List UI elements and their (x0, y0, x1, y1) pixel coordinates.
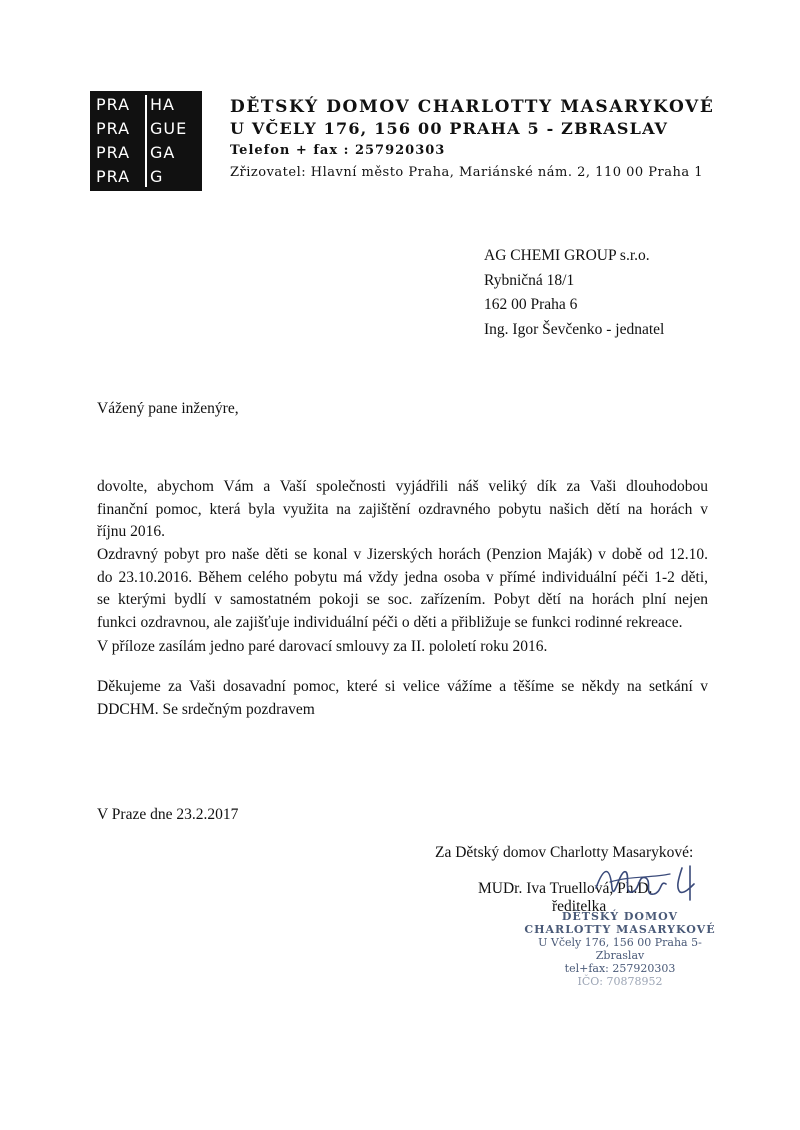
recipient-company: AG CHEMI GROUP s.r.o. (484, 247, 650, 264)
logo-text-left: PRA (96, 167, 131, 186)
letterhead-name: DĚTSKÝ DOMOV CHARLOTTY MASARYKOVÉ (230, 97, 715, 117)
logo-text-left: PRA (96, 119, 131, 138)
official-stamp (520, 910, 720, 988)
recipient-street: Rybničná 18/1 (484, 271, 575, 289)
date-line: V Praze dne 23.2.2017 (97, 806, 239, 823)
paragraph-4 (97, 676, 708, 721)
paragraph-line: Ozdravný pobyt pro naše děti se konal v Jizerských horách (Penzion Maják) v době od 12.10. (97, 546, 708, 563)
letterhead (230, 96, 714, 184)
signoff-name: MUDr. Iva Truellová, Ph.D. (478, 880, 653, 897)
paragraph-3: V příloze zasílám jedno paré darovací smlouvy za II. pololetí roku 2016. (97, 638, 548, 655)
logo-row (90, 143, 202, 167)
logo-text-left: PRA (96, 143, 131, 162)
letterhead-founder: Zřizovatel: Hlavní město Praha, Mariánské nám. 2, 110 00 Praha 1 (230, 165, 704, 180)
stamp-line: tel+fax: 257920303 (564, 962, 676, 975)
paragraph-line: říjnu 2016. (97, 523, 166, 540)
recipient-person: Ing. Igor Ševčenko - jednatel (484, 320, 665, 338)
paragraph-line: funkci ozdravnou, ale zajišťuje individuální péči o děti a přibližuje se funkci rodinné rekreace. (97, 613, 683, 631)
logo-text-left: PRA (96, 95, 131, 114)
stamp-line: DĚTSKÝ DOMOV (561, 910, 679, 923)
paragraph-line: se kterými bydlí v samostatném pokoji se soc. zařízením. Pobyt dětí na horách plní nejen (97, 591, 708, 608)
logo-text-right: G (150, 167, 164, 186)
logo-row (90, 119, 202, 143)
logo-text-right: GUE (150, 119, 188, 138)
praha-logo (90, 91, 202, 191)
logo-text-right: GA (150, 143, 176, 162)
recipient-address (484, 244, 664, 342)
logo-text-right: HA (150, 95, 175, 114)
stamp-line: CHARLOTTY MASARYKOVÉ (524, 923, 716, 936)
paragraph-2 (97, 544, 708, 634)
paragraph-1 (97, 476, 708, 544)
letterhead-address: U VČELY 176, 156 00 PRAHA 5 - ZBRASLAV (230, 119, 669, 138)
stamp-line: U Včely 176, 156 00 Praha 5-Zbraslav (538, 936, 702, 962)
paragraph-line: dovolte, abychom Vám a Vaší společnosti vyjádřili náš veliký dík za Vaši dlouhodobou (97, 478, 708, 495)
signoff-org: Za Dětský domov Charlotty Masarykové: (435, 844, 694, 861)
salutation: Vážený pane inženýre, (97, 400, 239, 417)
logo-row (90, 167, 202, 191)
paragraph-line: Děkujeme za Vaši dosavadní pomoc, které si velice vážíme a těšíme se někdy na setkání v (97, 678, 708, 695)
stamp-line: IČO: 70878952 (577, 975, 663, 988)
recipient-city: 162 00 Praha 6 (484, 296, 578, 313)
paragraph-line: DDCHM. Se srdečným pozdravem (97, 700, 315, 718)
logo-row (90, 95, 202, 119)
handwritten-signature (590, 858, 700, 918)
letterhead-phone: Telefon + fax : 257920303 (230, 143, 446, 158)
paragraph-line: do 23.10.2016. Během celého pobytu má vždy jedna osoba v přímé individuální péči 1-2 děti, (97, 568, 708, 586)
signoff-role: ředitelka (552, 898, 607, 915)
paragraph-line: finanční pomoc, která byla využita na zajištění ozdravného pobytu našich dětí na horách v (97, 500, 708, 518)
